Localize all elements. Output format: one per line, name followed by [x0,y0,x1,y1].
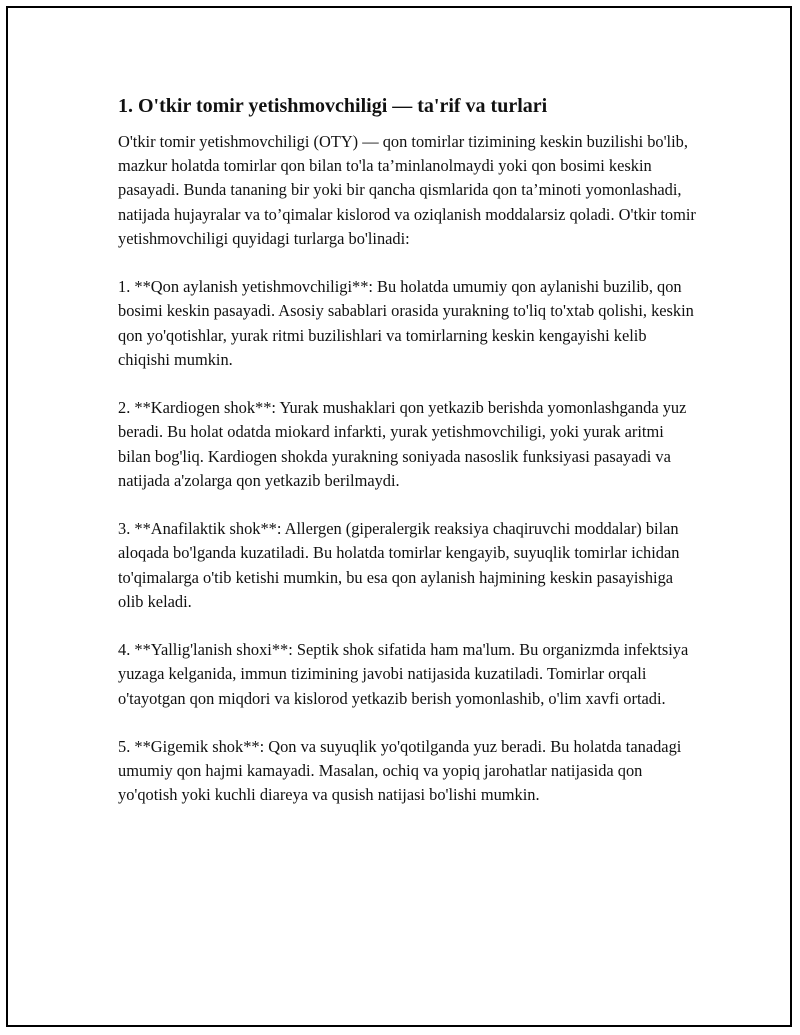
list-item: 1. **Qon aylanish yetishmovchiligi**: Bu holatda umumiy qon aylanishi buzilib, qon bosimi keskin pasayadi. Asosiy sabablari orasida yurakning to'liq to'xtab qolishi, keskin qon yo'qotishlar, yurak ritmi buzilishlari va tomirlarning keskin kengayishi kelib chiqishi mumkin. [118,277,694,369]
document-body [118,92,698,832]
list-item: 4. **Yallig'lanish shoxi**: Septik shok sifatida ham ma'lum. Bu organizmda infektsiya yuzaga kelganida, immun tizimining javobi natijasida kuzatiladi. Tomirlar orqali o'tayotgan qon miqdori va kislorod yetkazib berish yomonlashib, o'lim xavfi ortadi. [118,640,689,708]
list-item: 3. **Anafilaktik shok**: Allergen (giperalergik reaksiya chaqiruvchi moddalar) bilan aloqada bo'lganda kuzatiladi. Bu holatda tomirlar kengayib, suyuqlik tomirlar ichidan to'qimalarga o'tib ketishi mumkin, bu esa qon aylanish hajmining keskin pasayishiga olib keladi. [118,519,680,611]
list-item: 2. **Kardiogen shok**: Yurak mushaklari qon yetkazib berishda yomonlashganda yuz beradi. Bu holat odatda miokard infarkti, yurak yetishmovchiligi, yoki yurak aritmi bilan bog'liq. Kardiogen shokda yurakning soniyada nasoslik funksiyasi pasayadi va natijada a'zolarga qon yetkazib berilmaydi. [118,398,687,490]
document-title: 1. O'tkir tomir yetishmovchiligi — ta'rif va turlari [118,95,548,117]
intro-paragraph: O'tkir tomir yetishmovchiligi (OTY) — qon tomirlar tizimining keskin buzilishi bo'lib, mazkur holatda tomirlar qon bilan to'la ta’minlanolmaydi yoki qon bosimi keskin pasayadi. Bunda tananing bir yoki bir qancha qismlarida qon ta’minoti yomonlashadi, natijada hujayralar va to’qimalar kislorod va oziqlanish moddalarsiz qoladi. O'tkir tomir yetishmovchiligi quyidagi turlarga bo'linadi: [118,132,696,248]
list-item: 5. **Gigemik shok**: Qon va suyuqlik yo'qotilganda yuz beradi. Bu holatda tanadagi umumiy qon hajmi kamayadi. Masalan, ochiq va yopiq jarohatlar natijasida qon yo'qotish yoki kuchli diareya va qusish natijasi bo'lishi mumkin. [118,737,682,805]
